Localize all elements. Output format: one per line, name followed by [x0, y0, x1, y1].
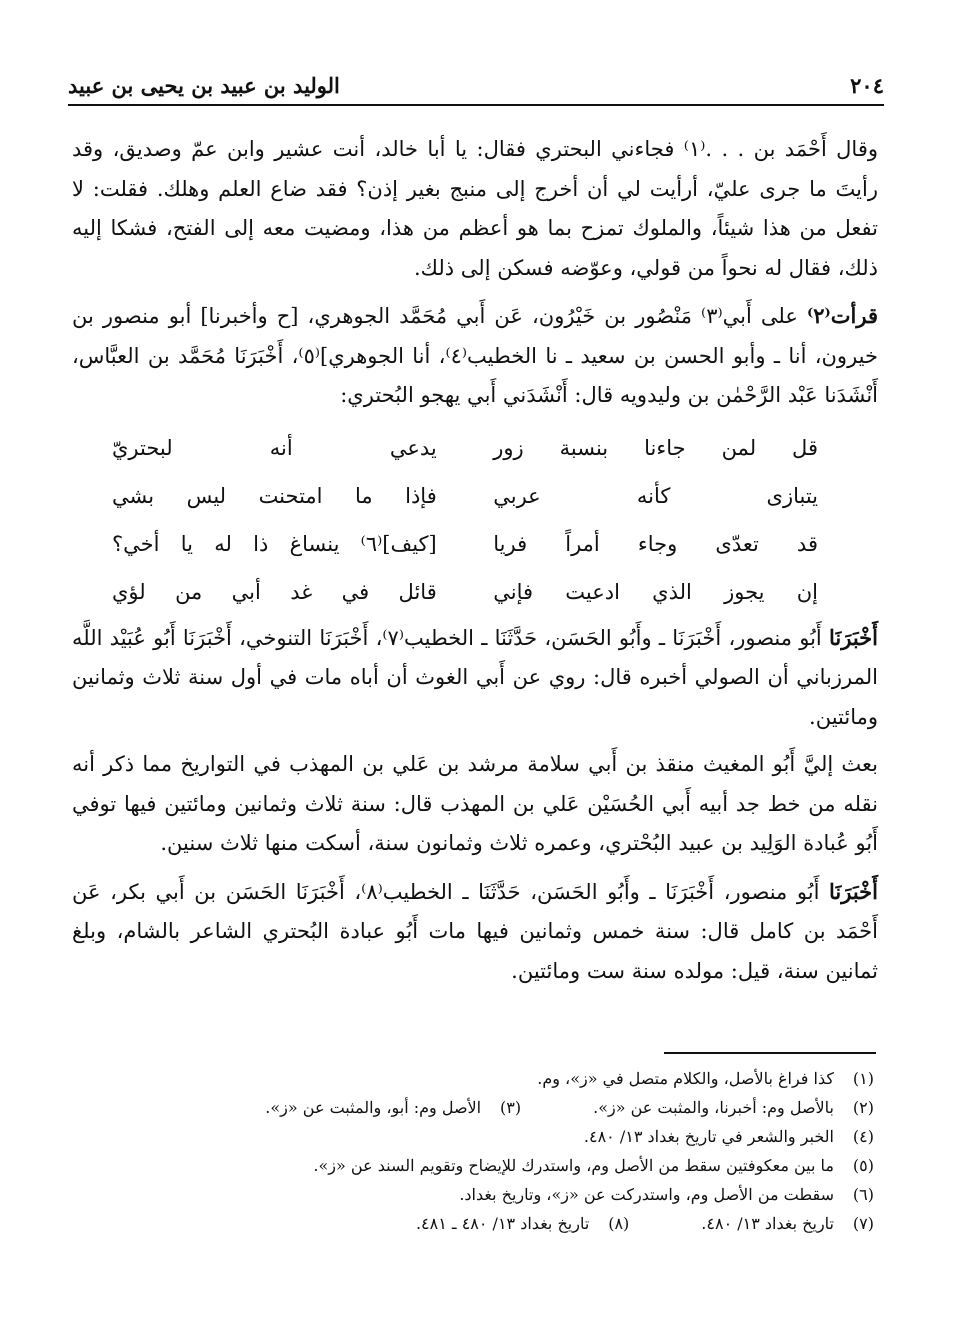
footnote-number: (٤) [852, 1127, 874, 1146]
footnote-number: (٧) [852, 1214, 874, 1233]
footnotes [100, 1064, 874, 1238]
verse-second-half: يدعي أنه لبحتريّ [112, 435, 437, 460]
footnote [584, 1127, 874, 1146]
footnote-row [100, 1151, 874, 1180]
paragraph-lead: أَخْبَرَنَا [829, 624, 878, 650]
footnote-number: (٨) [608, 1214, 630, 1233]
footnote-number: (٦) [852, 1185, 874, 1204]
verse-second-half: [كيف]⁽٦⁾ ينساغ ذا له يا أخي؟ [112, 531, 437, 556]
page-header [68, 58, 884, 98]
poem-verse [112, 424, 818, 472]
paragraph-text: على أَبي⁽٣⁾ مَنْصُور بن خَيْرُون، عَن أَبي مُحَمَّد الجوهري، [ح وأخبرنا] أبو منصور بن خيرون، أنا ـ وأبو الحسن بن سعيد ـ نا الخطيب⁽٤⁾، أنا الجوهري]⁽٥⁾، أَخْبَرَنَا مُحَمَّد بن العبَّاس، أَنْشَدَنا عَبْد الرَّحْمٰن بن وليدويه قال: أَنْشَدَني أَبي يهجو البُحتري: [72, 304, 878, 407]
footnote [701, 1214, 874, 1233]
footnote-rule [664, 1052, 876, 1054]
paragraph-text: أَبُو منصور، أَخْبَرَنَا ـ وأَبُو الحَسَن، حَدَّثَنَا ـ الخطيب⁽٧⁾، أَخْبَرَنَا التنوخي، أَخْبَرَنَا أَبُو عُبَيْد اللَّه المرزباني أن الصولي أخبره قال: روي عن أَبي الغوث أن أباه مات في أول سنة ثلاث وثمانين ومائتين. [72, 625, 878, 729]
poem-verse [112, 568, 818, 616]
footnote-text: الأصل وم: أبو، والمثبت عن «ز». [265, 1098, 482, 1117]
verse-first-half: إن يجوز الذي ادعيت فإني [493, 579, 818, 604]
footnote-number: (٥) [852, 1156, 874, 1175]
paragraph-3 [72, 618, 878, 738]
verse-first-half: يتبازى كأنه عربي [493, 483, 818, 508]
footnote [537, 1069, 874, 1088]
paragraph-text: أَبُو منصور، أَخْبَرَنَا ـ وأَبُو الحَسَن، حَدَّثَنَا ـ الخطيب⁽٨⁾، أَخْبَرَنَا الحَسَن بن أَبي بكر، عَن أَحْمَد بن كامل قال: سنة خمس وثمانين فيها مات أَبُو عبادة البُحتري الشاعر بالشام، وبلغ ثمانين سنة، قيل: مولده سنة ست ومائتين. [72, 879, 878, 983]
paragraph-5 [72, 872, 878, 992]
footnote-row [100, 1093, 874, 1122]
footnote-row [100, 1209, 874, 1238]
footnote-text: تاريخ بغداد ١٣/ ٤٨٠. [701, 1214, 834, 1233]
footnote-number: (٣) [500, 1098, 522, 1117]
paragraph-2 [72, 296, 878, 416]
footnote-row [100, 1122, 874, 1151]
footnote-text: الخبر والشعر في تاريخ بغداد ١٣/ ٤٨٠. [583, 1127, 834, 1146]
footnote [593, 1098, 874, 1117]
footnote [265, 1098, 521, 1117]
paragraph-1: وقال أَحْمَد بن . . .⁽١⁾ فجاءني البحتري فقال: يا أبا خالد، أنت عشير وابن عمّ وصديق، وقد رأيتَ ما جرى عليّ، أرأيت لي أن أخرج إلى منبج بغير إذن؟ فقد ضاع العلم وهلك. فقلت: لا تفعل من هذا شيئاً، والملوك تمزح بما هو أعظم من هذا، ومضيت معه إلى الفتح، فشكا إليه ذلك، فقال له نحواً من قولي، وعوّضه فسكن إلى ذلك. [72, 137, 879, 280]
verse-first-half: قد تعدّى وجاء أمراً فريا [493, 531, 818, 556]
paragraph-lead: أَخْبَرَنَا [829, 878, 878, 904]
footnote-number: (٢) [852, 1098, 874, 1117]
verse-first-half: قل لمن جاءنا بنسبة زور [493, 435, 818, 460]
verse-second-half: فإذا ما امتحنت ليس بشي [112, 483, 437, 508]
footnote-text: تاريخ بغداد ١٣/ ٤٨٠ ـ ٤٨١. [415, 1214, 590, 1233]
footnote [459, 1185, 874, 1204]
main-text [72, 130, 878, 999]
footnote-text: ما بين معكوفتين سقط من الأصل وم، واستدرك للإيضاح وتقويم السند عن «ز». [313, 1156, 834, 1175]
footnote-text: بالأصل وم: أخبرنا، والمثبت عن «ز». [593, 1098, 834, 1117]
verse-second-half: قائل في غد أبي من لؤي [112, 579, 437, 604]
footnote-text: سقطت من الأصل وم، واستدركت عن «ز»، وتاريخ بغداد. [459, 1185, 834, 1204]
footnote-row [100, 1064, 874, 1093]
footnote [416, 1214, 629, 1233]
paragraph-4: بعث إليَّ أَبُو المغيث منقذ بن أَبي سلامة مرشد بن عَلي بن المهذب في التواريخ مما ذكر أنه نقله من خط جد أبيه أَبي الحُسَيْن عَلي بن المهذب قال: سنة ثلاث وثمانين ومائتين فيها توفي أَبُو عُبادة الوَلِيد بن عبيد البُحْتري، وعمره ثلاث وثمانون سنة، أسكت منها ثلاث سنين. [72, 752, 878, 855]
poem-verse [112, 472, 818, 520]
header-rule [68, 104, 884, 106]
page-number: ٢٠٤ [850, 73, 884, 98]
footnote-text: كذا فراغ بالأصل، والكلام متصل في «ز»، وم. [537, 1069, 834, 1088]
poem-verse [112, 520, 818, 568]
paragraph-lead: قرأت⁽٢⁾ [806, 303, 878, 328]
footnote-number: (١) [852, 1069, 874, 1088]
poem [112, 424, 818, 616]
footnote [313, 1156, 874, 1175]
running-title: الوليد بن عبيد بن يحيى بن عبيد [68, 73, 340, 98]
footnote-row [100, 1180, 874, 1209]
